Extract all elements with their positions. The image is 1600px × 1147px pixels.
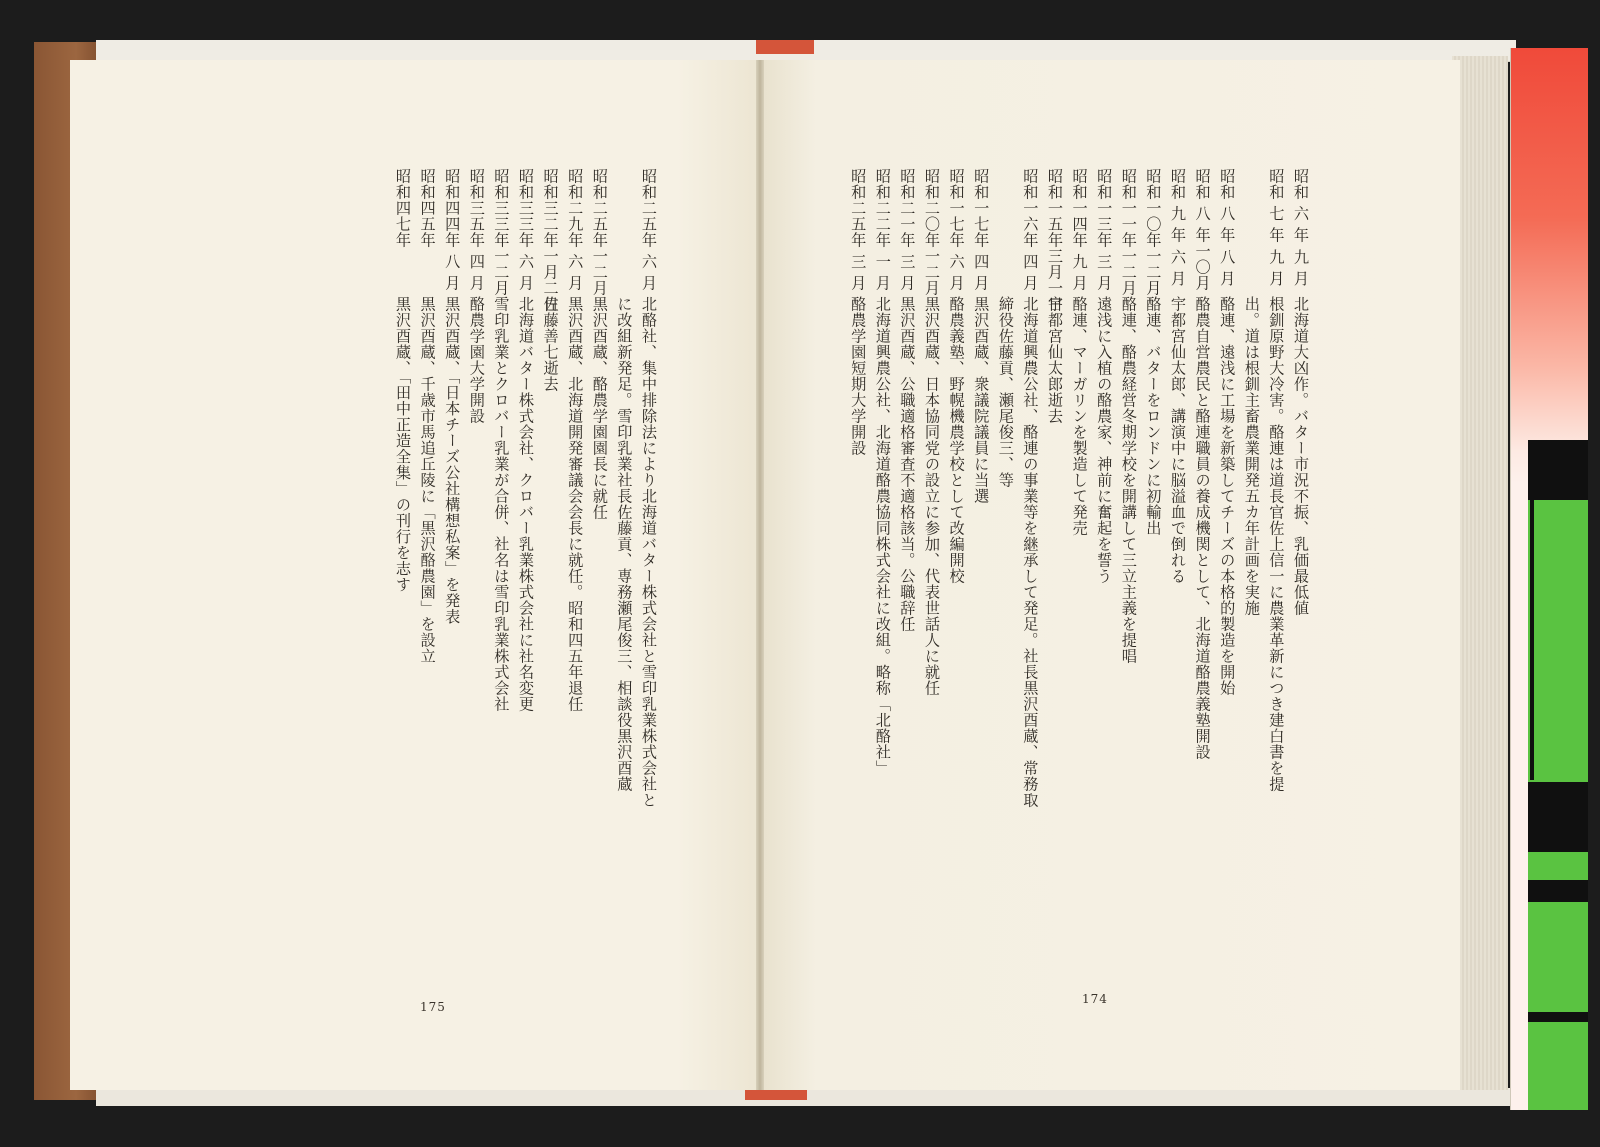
entry-date: 昭和三五年 四 月 [467, 168, 486, 292]
entry-date: 昭和四七年 [394, 168, 412, 248]
entry-text: 締役佐藤貢、瀬尾俊三、等 [996, 296, 1015, 488]
entry-text: 黒沢酉蔵、千歳市馬追丘陵に「黒沢酪農園」を設立 [418, 296, 437, 664]
entry-date: 昭和一三年 三 月 [1095, 168, 1114, 292]
entry-text: 酪連、バターをロンドンに初輸出 [1144, 296, 1163, 536]
entry-text: 黒沢酉蔵、「田中正造全集」の刊行を志す [394, 296, 412, 593]
entry-date: 昭和二〇年一二月 [923, 168, 941, 296]
dust-jacket-black-band [1528, 1012, 1588, 1022]
entry-date: 昭和一〇年一二月 [1144, 168, 1163, 296]
entry-text: 根釧原野大冷害。酪連は道長官佐上信一に農業革新につき建白書を提 [1267, 296, 1286, 792]
entry-text: 宇都宮仙太郎、講演中に脳溢血で倒れる [1169, 296, 1187, 584]
entry-text: 黒沢酉蔵、公職適格審査不適格該当。公職辞任 [898, 296, 917, 632]
entry-date: 昭和四五年 [418, 168, 437, 248]
entry-date: 昭和一五年三月一日 [1046, 168, 1064, 312]
entry-text: 北海道興農公社、北海道酪農協同株式会社に改組。略称「北酪社」 [873, 296, 892, 776]
left-page-entries [70, 168, 760, 988]
entry-text: 酪農義塾、野幌機農学校として改編開校 [947, 296, 966, 584]
entry-date: 昭和一七年 六 月 [947, 168, 966, 292]
entry-text: 雪印乳業とクロバー乳業が合併、社名は雪印乳業株式会社 [492, 296, 511, 712]
entry-date: 昭和二九年 六 月 [566, 168, 585, 292]
entry-text: 酪農学園短期大学開設 [849, 296, 868, 456]
page-block-edge [1452, 56, 1508, 1090]
entry-text: 佐藤善七逝去 [541, 296, 560, 392]
entry-date: 昭和二五年一二月 [590, 168, 609, 296]
entry-text: 酪連、遠浅に工場を新築してチーズの本格的製造を開始 [1218, 296, 1237, 696]
entry-date: 昭和一一年一二月 [1119, 168, 1138, 296]
book-gutter [756, 60, 764, 1090]
entry-date: 昭和二二年 一 月 [873, 168, 892, 292]
right-page [760, 60, 1460, 1090]
entry-date: 昭和二五年 六 月 [640, 168, 658, 292]
dust-jacket-black-band [1528, 440, 1588, 500]
dust-jacket-black-band [1528, 880, 1588, 902]
entry-date: 昭和三三年一二月 [492, 168, 511, 296]
entry-date: 昭和 八 年一〇月 [1193, 168, 1212, 292]
entry-date: 昭和一七年 四 月 [972, 168, 991, 292]
entry-text: 酪農自営農民と酪連職員の養成機関として、北海道酪農義塾開設 [1193, 296, 1212, 760]
entry-text: に改組新発足。雪印乳業社長佐藤貢、専務瀬尾俊三、相談役黒沢酉蔵 [615, 296, 634, 792]
entry-text: 酪連、酪農経営冬期学校を開講して三立主義を提唱 [1119, 296, 1138, 664]
entry-date: 昭和二一年 三 月 [898, 168, 917, 292]
dust-jacket-stripe [1530, 500, 1534, 780]
entry-text: 出。道は根釧主畜農業開発五カ年計画を実施 [1242, 296, 1261, 616]
page-number: 175 [420, 1000, 446, 1014]
entry-text: 黒沢酉蔵、酪農学園園長に就任 [590, 296, 609, 520]
entry-date: 昭和 八 年 八 月 [1218, 168, 1237, 287]
entry-text: 酪連、マーガリンを製造して発売 [1070, 296, 1089, 536]
headband-bottom [745, 1090, 807, 1100]
entry-date: 昭和 六 年 九 月 [1292, 168, 1310, 287]
right-page-entries [760, 168, 1460, 988]
entry-text: 酪農学園大学開設 [467, 296, 486, 424]
entry-text: 黒沢酉蔵、日本協同党の設立に参加、代表世話人に就任 [923, 296, 941, 696]
entry-text: 宇都宮仙太郎逝去 [1046, 296, 1064, 424]
entry-date: 昭和 七 年 九 月 [1267, 168, 1286, 287]
entry-date: 昭和三三年 六 月 [517, 168, 535, 292]
entry-text: 北海道大凶作。バター市況不振、乳価最低値 [1292, 296, 1310, 616]
entry-date: 昭和 九 年 六 月 [1169, 168, 1187, 287]
entry-text: 遠浅に入植の酪農家、神前に奮起を誓う [1095, 296, 1114, 584]
dust-jacket-black-band [1528, 782, 1588, 852]
entry-text: 黒沢酉蔵、衆議院議員に当選 [972, 296, 991, 504]
left-page [70, 60, 760, 1090]
headband-top [756, 40, 814, 54]
entry-date: 昭和一六年 四 月 [1021, 168, 1040, 292]
dust-jacket-green-band [1528, 440, 1588, 1110]
entry-date: 昭和一四年 九 月 [1070, 168, 1089, 292]
entry-text: 黒沢酉蔵、北海道開発審議会会長に就任。昭和四五年退任 [566, 296, 585, 712]
entry-date: 昭和二五年 三 月 [849, 168, 868, 292]
entry-text: 北酪社、集中排除法により北海道バター株式会社と雪印乳業株式会社と [640, 296, 658, 808]
page-number: 174 [1082, 992, 1108, 1006]
entry-text: 北海道バター株式会社、クロバー乳業株式会社に社名変更 [517, 296, 535, 712]
entry-text: 北海道興農公社、酪連の事業等を継承して発足。社長黒沢酉蔵、常務取 [1021, 296, 1040, 808]
entry-date: 昭和四四年 八 月 [443, 168, 462, 292]
entry-text: 黒沢酉蔵、「日本チーズ公社構想私案」を発表 [443, 296, 462, 625]
entry-date: 昭和三二年一月二日 [541, 168, 560, 312]
